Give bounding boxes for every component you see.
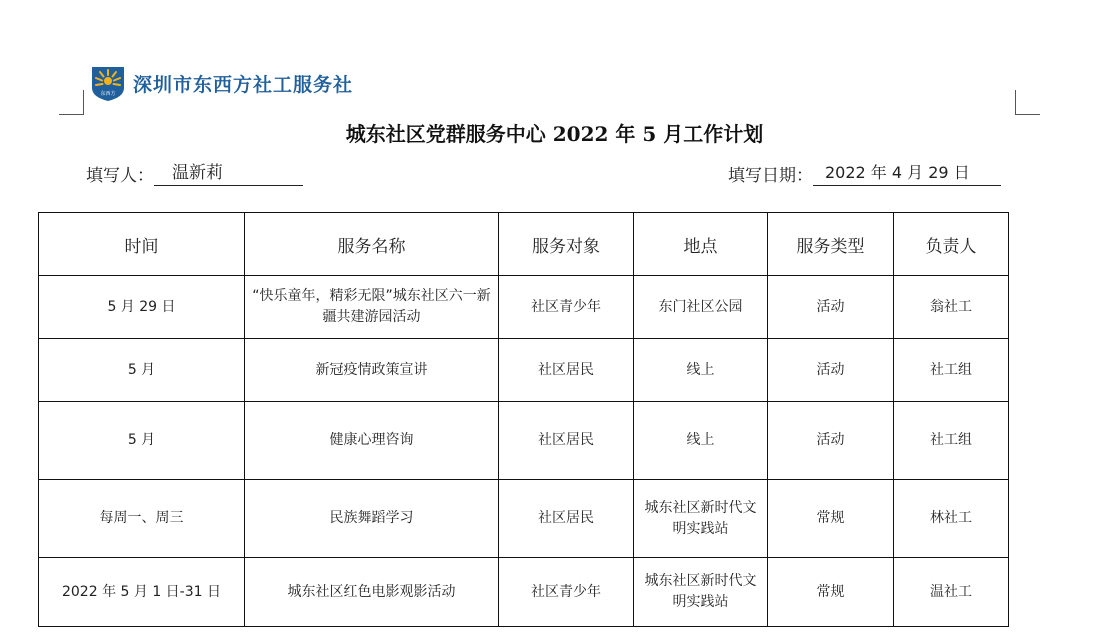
cell-target: 社区青少年 <box>499 276 634 339</box>
margin-corner-mark-right <box>1015 90 1040 115</box>
cell-owner: 林社工 <box>894 480 1009 558</box>
margin-corner-mark-left <box>59 90 84 115</box>
cell-place: 线上 <box>634 402 768 480</box>
svg-text:东西方: 东西方 <box>100 91 116 97</box>
filler-field <box>86 161 303 186</box>
date-label: 填写日期： <box>728 166 813 186</box>
column-header-place: 地点 <box>634 213 768 276</box>
org-logo-icon <box>90 64 126 102</box>
work-plan-table <box>38 212 1009 627</box>
table-header-row <box>39 213 1009 276</box>
cell-owner: 社工组 <box>894 339 1009 402</box>
cell-target: 社区居民 <box>499 339 634 402</box>
cell-type: 活动 <box>768 339 894 402</box>
cell-time: 每周一、周三 <box>39 480 245 558</box>
table-row <box>39 558 1009 627</box>
table-row <box>39 339 1009 402</box>
cell-owner: 温社工 <box>894 558 1009 627</box>
column-header-type: 服务类型 <box>768 213 894 276</box>
cell-service-name: 城东社区红色电影观影活动 <box>245 558 499 627</box>
table-row <box>39 276 1009 339</box>
cell-service-name: 新冠疫情政策宣讲 <box>245 339 499 402</box>
cell-type: 活动 <box>768 402 894 480</box>
cell-place: 城东社区新时代文明实践站 <box>634 480 768 558</box>
column-header-time: 时间 <box>39 213 245 276</box>
cell-target: 社区青少年 <box>499 558 634 627</box>
header-brand <box>90 63 353 103</box>
cell-place: 东门社区公园 <box>634 276 768 339</box>
cell-time: 2022 年 5 月 1 日-31 日 <box>39 558 245 627</box>
filler-label: 填写人： <box>86 166 154 186</box>
cell-service-name: “快乐童年，精彩无限”城东社区六一新疆共建游园活动 <box>245 276 499 339</box>
cell-time: 5 月 <box>39 339 245 402</box>
cell-target: 社区居民 <box>499 402 634 480</box>
table-row <box>39 480 1009 558</box>
org-name: 深圳市东西方社工服务社 <box>133 73 354 96</box>
cell-type: 常规 <box>768 480 894 558</box>
column-header-service-name: 服务名称 <box>245 213 499 276</box>
filler-value: 温新莉 <box>154 162 303 186</box>
cell-type: 活动 <box>768 276 894 339</box>
column-header-target: 服务对象 <box>499 213 634 276</box>
document-title: 城东社区党群服务中心 2022 年 5 月工作计划 <box>345 122 764 146</box>
cell-place: 城东社区新时代文明实践站 <box>634 558 768 627</box>
table-row <box>39 402 1009 480</box>
date-field <box>728 161 1001 186</box>
cell-owner: 社工组 <box>894 402 1009 480</box>
cell-time: 5 月 29 日 <box>39 276 245 339</box>
cell-target: 社区居民 <box>499 480 634 558</box>
cell-owner: 翁社工 <box>894 276 1009 339</box>
column-header-owner: 负责人 <box>894 213 1009 276</box>
cell-service-name: 民族舞蹈学习 <box>245 480 499 558</box>
cell-service-name: 健康心理咨询 <box>245 402 499 480</box>
date-value: 2022 年 4 月 29 日 <box>813 162 1001 186</box>
cell-place: 线上 <box>634 339 768 402</box>
cell-time: 5 月 <box>39 402 245 480</box>
cell-type: 常规 <box>768 558 894 627</box>
